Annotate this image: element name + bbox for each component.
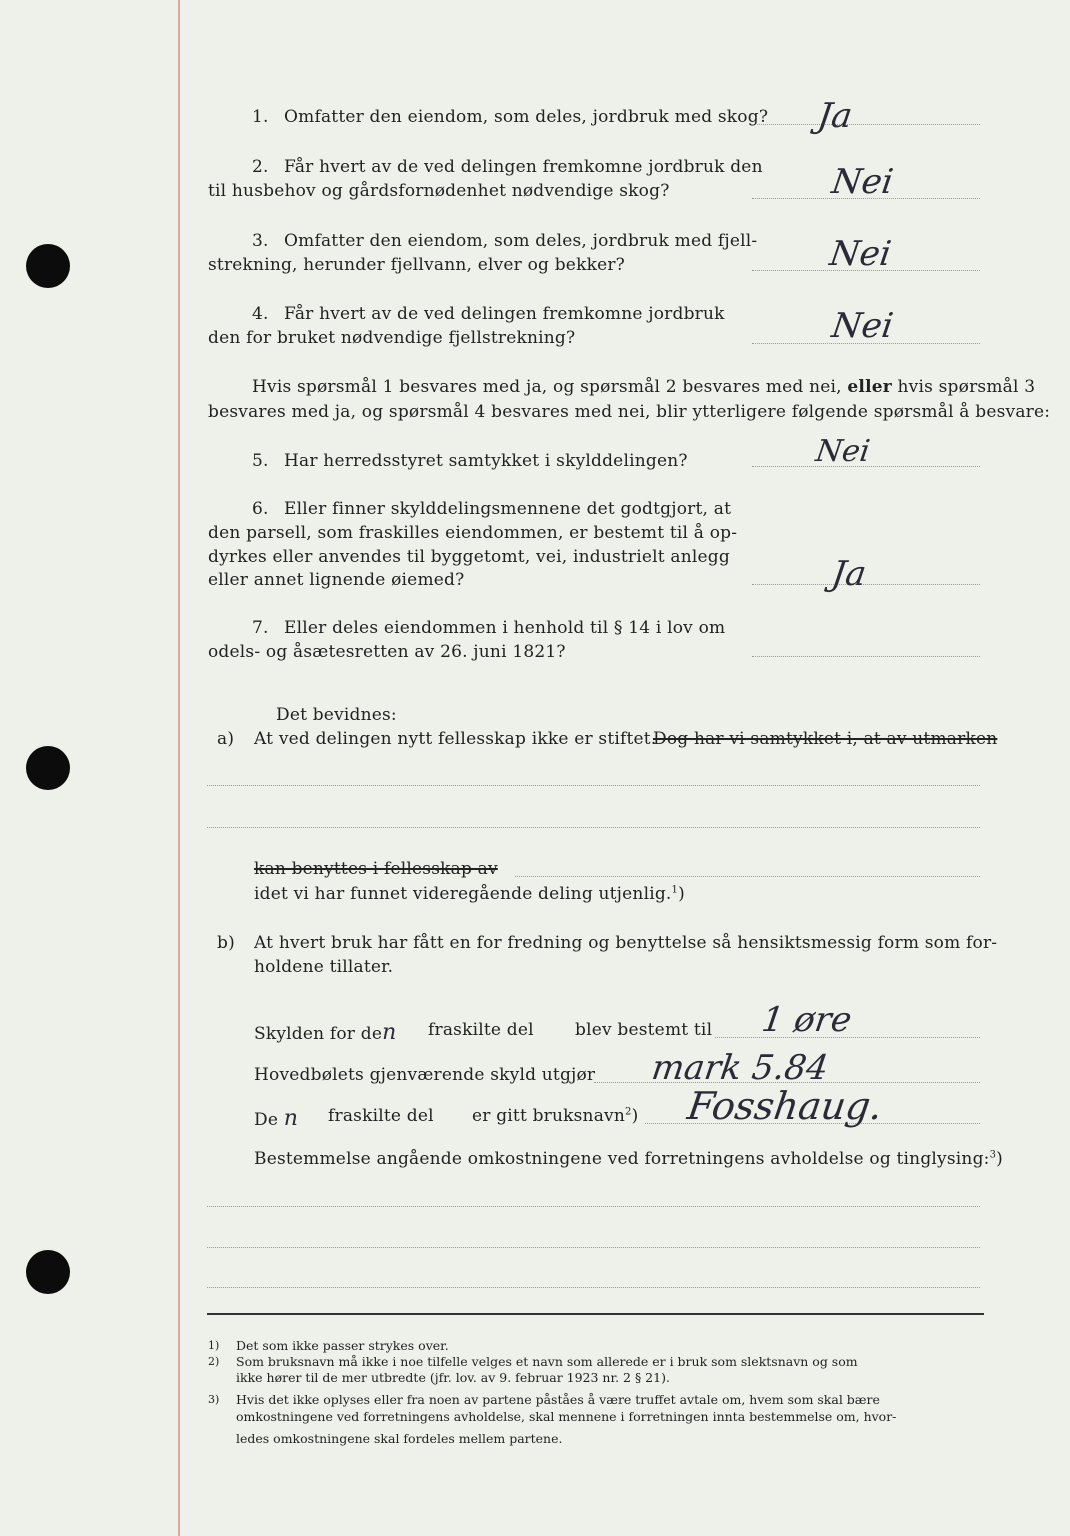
skyld-answer: 1 øre — [759, 1000, 855, 1040]
bevidnes-a-line3: idet vi har funnet videregående deling utjenlig.$^1$) — [254, 884, 685, 904]
bevidnes-a-line3-text: idet vi har funnet videregående deling utjenlig. — [254, 884, 672, 904]
question-3-text-line2: strekning, herunder fjellvann, elver og bekker? — [208, 255, 625, 275]
question-6-text-line1: Eller finner skylddelingsmennene det godtgjort, at — [284, 499, 732, 519]
punch-hole — [26, 746, 70, 790]
footnote-2-mark: 2) — [208, 1355, 220, 1368]
answer-line-1 — [752, 124, 980, 125]
footnote-ref-1: 1 — [671, 884, 679, 896]
skyld-row1 — [254, 1020, 396, 1045]
blank-line — [207, 1247, 980, 1248]
skyld-row3-b: fraskilte del — [328, 1106, 434, 1126]
footnote-3-line2: omkostningene ved forretningens avholdelse, skal mennene i forretningen innta bestemmelse om, hvor- — [236, 1409, 897, 1424]
answer-6: Ja — [829, 554, 869, 594]
question-6-number: 6. — [252, 499, 269, 519]
question-2-text-line2: til husbehov og gårdsfornødenhet nødvendige skog? — [208, 181, 670, 201]
skyld-row3 — [254, 1106, 298, 1131]
skyld-row2: Hovedbølets gjenværende skyld utgjør — [254, 1065, 596, 1085]
blank-line — [207, 785, 980, 786]
bevidnes-a-struck2: kan benyttes i fellesskap av — [254, 859, 498, 879]
footnote-ref-3: 3 — [989, 1149, 997, 1161]
bruksnavn-answer: Fosshaug. — [684, 1084, 886, 1128]
bevidnes-a-text: At ved delingen nytt fellesskap ikke er stiftet. — [254, 729, 657, 749]
bevidnes-b-line1: At hvert bruk har fått en for fredning og benyttelse så hensiktsmessig form som for- — [254, 933, 998, 953]
question-1-number: 1. — [252, 107, 269, 127]
question-1-text: Omfatter den eiendom, som deles, jordbruk med skog? — [284, 107, 769, 127]
bevidnes-b-line2: holdene tillater. — [254, 957, 394, 977]
question-5-text: Har herredsstyret samtykket i skylddelingen? — [284, 451, 688, 471]
instruction-line2: besvares med ja, og spørsmål 4 besvares med nei, blir ytterligere følgende spørsmål å besvare: — [208, 402, 1051, 422]
skyld-row3-a: De — [254, 1110, 279, 1130]
punch-hole — [26, 244, 70, 288]
skyld-row1-hand: n — [382, 1020, 397, 1045]
footnote-2-line2: ikke hører til de mer utbredte (jfr. lov. av 9. februar 1923 nr. 2 § 21). — [236, 1370, 670, 1385]
blank-line — [207, 1287, 980, 1288]
blank-line — [207, 827, 980, 828]
footnote-3-line3: ledes omkostningene skal fordeles mellem partene. — [236, 1431, 563, 1446]
instruction-part-a: Hvis spørsmål 1 besvares med ja, og spørsmål 2 besvares med nei, — [252, 377, 842, 397]
footnote-3-line1: Hvis det ikke oplyses eller fra noen av partene påståes å være truffet avtale om, hvem som skal bære — [236, 1392, 880, 1407]
instruction-part-b: hvis spørsmål 3 — [897, 377, 1036, 397]
question-3-text-line1: Omfatter den eiendom, som deles, jordbruk med fjell- — [284, 231, 758, 251]
answer-5: Nei — [813, 434, 873, 469]
answer-1: Ja — [815, 96, 855, 136]
instruction-line1 — [252, 377, 1035, 397]
question-4-text-line1: Får hvert av de ved delingen fremkomne jordbruk — [284, 304, 725, 324]
bevidnes-heading: Det bevidnes: — [276, 705, 397, 725]
question-7-text-line2: odels- og åsætesretten av 26. juni 1821? — [208, 642, 566, 662]
footnote-2-line1: Som bruksnavn må ikke i noe tilfelle velges et navn som allerede er i bruk som slektsnavn og som — [236, 1354, 858, 1369]
question-2-text-line1: Får hvert av de ved delingen fremkomne jordbruk den — [284, 157, 763, 177]
footnote-rule — [207, 1313, 984, 1315]
question-3-number: 3. — [252, 231, 269, 251]
skyld-row1-b: fraskilte del — [428, 1020, 534, 1040]
question-4-text-line2: den for bruket nødvendige fjellstrekning? — [208, 328, 576, 348]
footnote-ref-2: 2 — [625, 1106, 632, 1118]
question-2-number: 2. — [252, 157, 269, 177]
instruction-bold: eller — [847, 377, 892, 397]
answer-4: Nei — [829, 306, 896, 346]
question-6-text-line4: eller annet lignende øiemed? — [208, 570, 465, 590]
question-7-text-line1: Eller deles eiendommen i henhold til § 14 i lov om — [284, 618, 726, 638]
question-6-text-line3: dyrkes eller anvendes til byggetomt, vei, industrielt anlegg — [208, 547, 730, 567]
blank-line — [207, 1206, 980, 1207]
margin-line — [178, 0, 180, 1536]
question-4-number: 4. — [252, 304, 269, 324]
skyld-row1-a: Skylden for de — [254, 1024, 383, 1044]
answer-2: Nei — [829, 162, 896, 202]
question-7-number: 7. — [252, 618, 269, 638]
question-5-number: 5. — [252, 451, 269, 471]
footnote-1-mark: 1) — [208, 1339, 220, 1352]
hovedbol-answer: mark 5.84 — [649, 1048, 831, 1088]
skyld-row3-hand: n — [283, 1106, 299, 1131]
answer-line-6 — [752, 584, 980, 585]
blank-line — [515, 876, 980, 877]
skyld-row4: Bestemmelse angående omkostningene ved forretningens avholdelse og tinglysing:$^3$) — [254, 1149, 1003, 1169]
bevidnes-b-label: b) — [217, 933, 235, 953]
skyld-row3-c: er gitt bruksnavn$^2$) — [472, 1106, 639, 1126]
footnote-3-mark: 3) — [208, 1393, 220, 1406]
bevidnes-a-struck: Dog har vi samtykket i, at av utmarken — [653, 729, 998, 749]
answer-line-7 — [752, 656, 980, 657]
footnote-1-line1: Det som ikke passer strykes over. — [236, 1338, 449, 1353]
question-6-text-line2: den parsell, som fraskilles eiendommen, er bestemt til å op- — [208, 523, 738, 543]
skyld-row3-c-text: er gitt bruksnavn — [472, 1106, 625, 1126]
skyld-row4-text: Bestemmelse angående omkostningene ved forretningens avholdelse og tinglysing: — [254, 1149, 990, 1169]
skyld-row1-c: blev bestemt til — [575, 1020, 713, 1040]
answer-3: Nei — [827, 234, 894, 274]
punch-hole — [26, 1250, 70, 1294]
bevidnes-a-label: a) — [217, 729, 235, 749]
